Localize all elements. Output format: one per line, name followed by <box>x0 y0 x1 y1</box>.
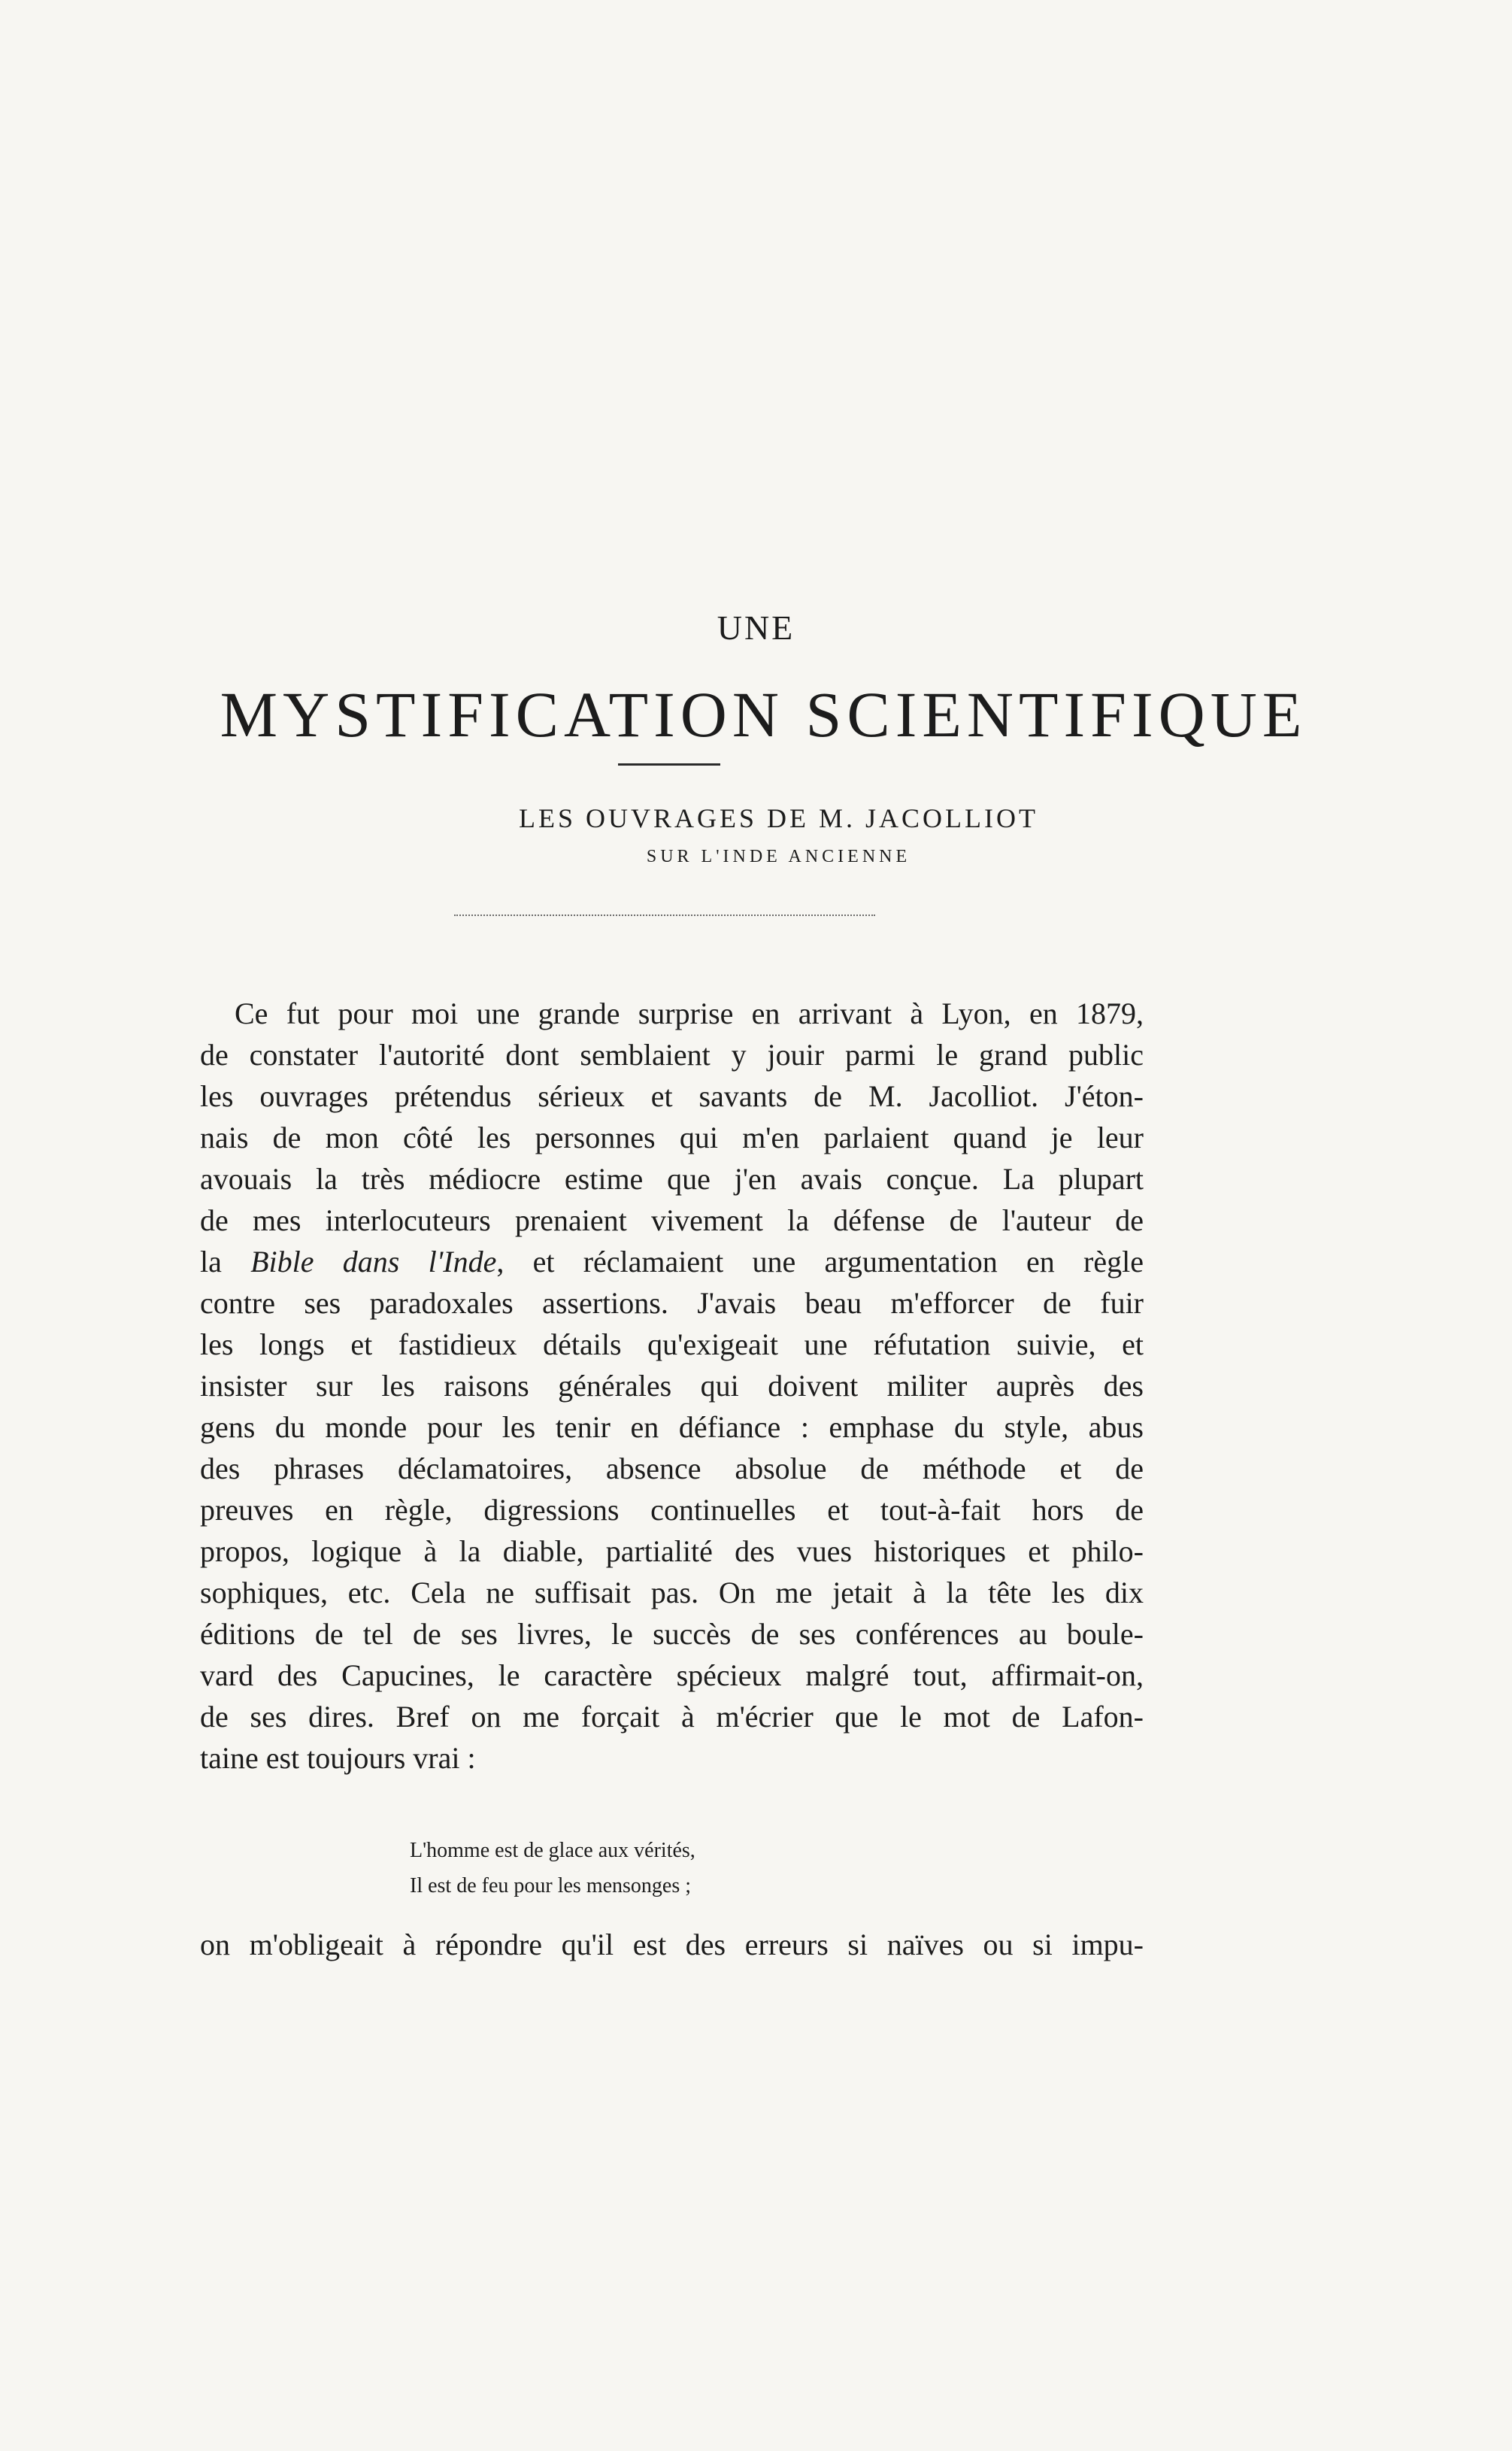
body-line: vard des Capucines, le caractère spécieux malgré tout, affirmait-on, <box>200 1658 1144 1692</box>
body-line: de ses dires. Bref on me forçait à m'écrier que le mot de Lafon- <box>200 1700 1144 1734</box>
body-line: gens du monde pour les tenir en défiance : emphase du style, abus <box>200 1410 1144 1444</box>
body-line: contre ses paradoxales assertions. J'avais beau m'efforcer de fuir <box>200 1286 1144 1320</box>
body-text <box>200 993 1144 1779</box>
line-prefix: la <box>200 1245 251 1279</box>
body-line: de constater l'autorité dont semblaient y jouir parmi le grand public <box>200 1038 1144 1072</box>
body-line: nais de mon côté les personnes qui m'en parlaient quand je leur <box>200 1121 1144 1154</box>
title-rule <box>618 763 720 766</box>
body-line: de mes interlocuteurs prenaient vivement la défense de l'auteur de <box>200 1203 1144 1237</box>
verse-line-1: L'homme est de glace aux vérités, <box>410 1839 695 1862</box>
body-line: les longs et fastidieux détails qu'exigeait une réfutation suivie, et <box>200 1327 1144 1361</box>
body-line: des phrases déclamatoires, absence absolue de méthode et de <box>200 1451 1144 1485</box>
body-line: propos, logique à la diable, partialité des vues historiques et philo- <box>200 1534 1144 1568</box>
body-line: les ouvrages prétendus sérieux et savants de M. Jacolliot. J'éton- <box>200 1079 1144 1113</box>
body-line-tail: on m'obligeait à répondre qu'il est des erreurs si naïves ou si impu- <box>200 1928 1144 1961</box>
body-line: sophiques, etc. Cela ne suffisait pas. On me jetait à la tête les dix <box>200 1576 1144 1609</box>
body-line: Ce fut pour moi une grande surprise en arrivant à Lyon, en 1879, <box>235 996 1144 1030</box>
line-suffix: , et réclamaient une argumentation en règle <box>496 1245 1144 1279</box>
body-line: taine est toujours vrai : <box>200 1741 476 1775</box>
verse-line-2: Il est de feu pour les mensonges ; <box>410 1874 692 1897</box>
sub-subtitle: SUR L'INDE ANCIENNE <box>646 847 911 866</box>
book-title: Bible dans l'Inde <box>250 1245 497 1279</box>
subtitle: LES OUVRAGES DE M. JACOLLIOT <box>519 803 1038 833</box>
page-title: MYSTIFICATION SCIENTIFIQUE <box>220 678 1307 751</box>
body-line: avouais la très médiocre estime que j'en avais conçue. La plupart <box>200 1162 1144 1196</box>
title-kicker: UNE <box>717 608 795 647</box>
section-rule <box>454 915 875 916</box>
body-line: insister sur les raisons générales qui doivent militer auprès des <box>200 1369 1144 1403</box>
body-line: preuves en règle, digressions continuelles et tout-à-fait hors de <box>200 1493 1144 1527</box>
body-line: éditions de tel de ses livres, le succès de ses conférences au boule- <box>200 1617 1144 1651</box>
body-line-with-book-title <box>200 1241 1144 1282</box>
